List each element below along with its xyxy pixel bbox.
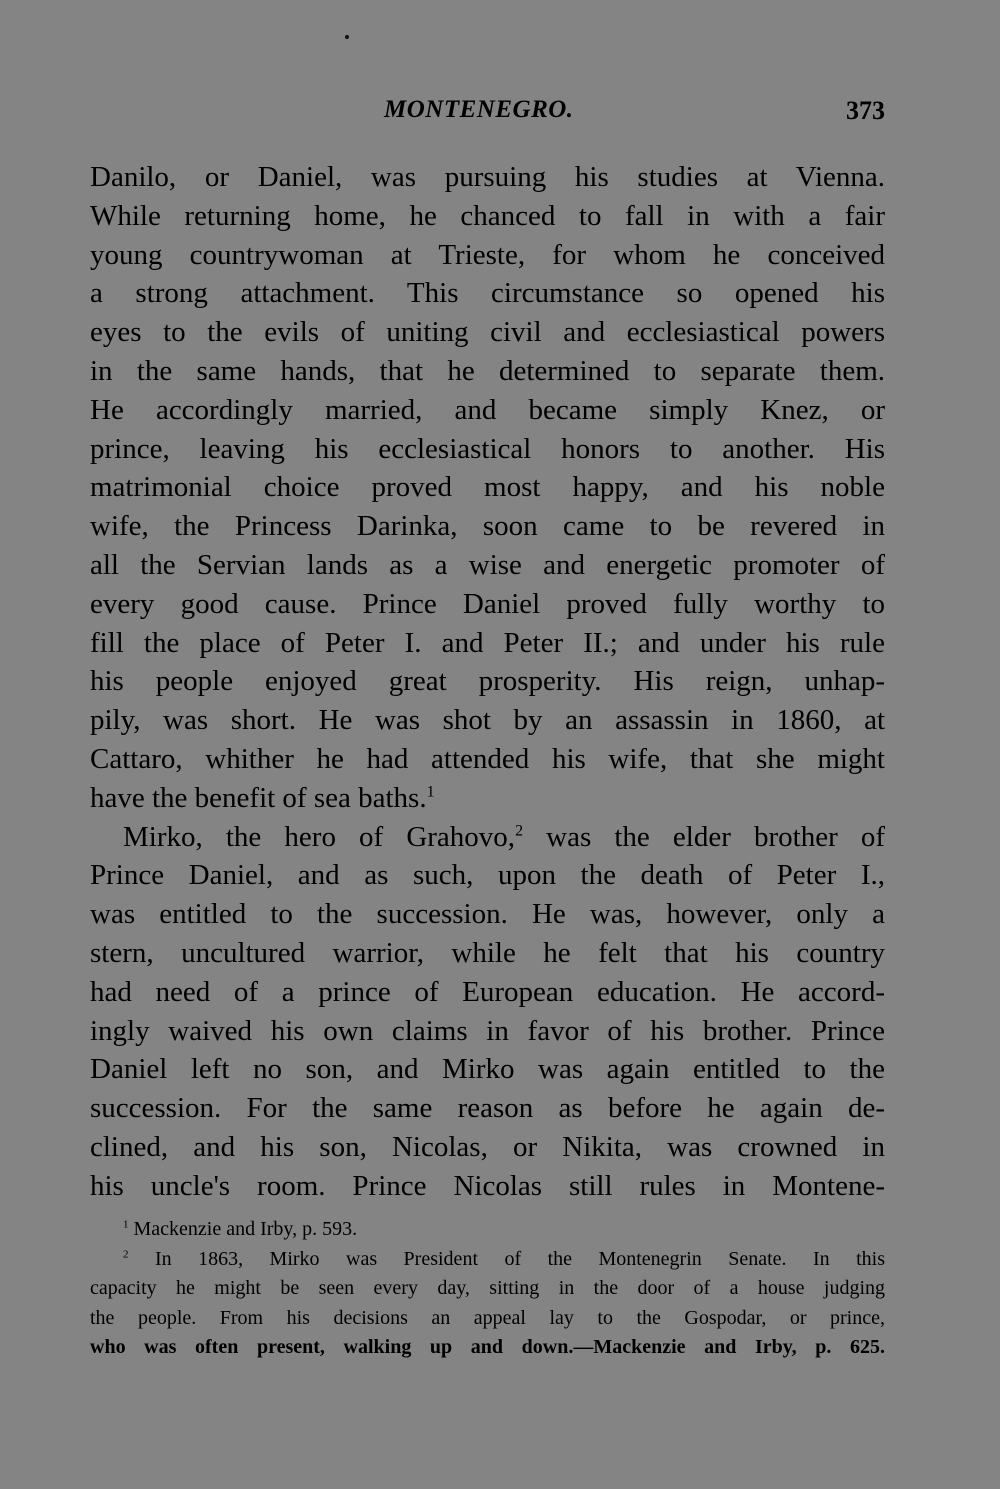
- text-line: eyes to the evils of uniting civil and ecclesiastical powers: [90, 316, 885, 349]
- text-line: succession. For the same reason as before he again de-: [90, 1092, 885, 1125]
- running-title: MONTENEGRO.: [384, 96, 574, 123]
- text-line: every good cause. Prince Daniel proved fully worthy to: [90, 587, 885, 620]
- text-line: Daniel left no son, and Mirko was again entitled to the: [90, 1053, 885, 1086]
- text-line: fill the place of Peter I. and Peter II.; and under his rule: [90, 626, 885, 659]
- text-line: matrimonial choice proved most happy, and his noble: [90, 471, 885, 504]
- paragraph-start-line: [90, 818, 885, 857]
- footnote-ref-2: 2: [515, 821, 524, 839]
- text-line: ingly waived his own claims in favor of his brother. Prince: [90, 1014, 885, 1047]
- text-line: prince, leaving his ecclesiastical honors to another. His: [90, 432, 885, 465]
- footnote-line: capacity he might be seen every day, sitting in the door of a house judging: [90, 1277, 885, 1299]
- text-line: his uncle's room. Prince Nicolas still rules in Montene-: [90, 1169, 885, 1202]
- text-line: all the Servian lands as a wise and energetic promoter of: [90, 548, 885, 581]
- running-head: [90, 92, 885, 132]
- footnote-line: the people. From his decisions an appeal lay to the Gospodar, or prince,: [90, 1306, 885, 1329]
- text-line: young countrywoman at Trieste, for whom he conceived: [90, 238, 885, 271]
- text-line: his people enjoyed great prosperity. His reign, unhap-: [90, 665, 885, 698]
- footnote-line: who was often present, walking up and down.—Mackenzie and Irby, p. 625.: [90, 1336, 885, 1358]
- paragraph-end-line: [90, 779, 885, 818]
- text-line: Prince Daniel, and as such, upon the death of Peter I.,: [90, 859, 885, 892]
- footnote-text: In 1863, Mirko was President of the Montenegrin Senate. In this: [154, 1247, 886, 1270]
- footnote-2: [90, 1245, 885, 1275]
- text-line-content: was the elder brother of: [523, 820, 885, 853]
- text-line-content: have the benefit of sea baths.: [90, 781, 427, 814]
- text-line: He accordingly married, and became simply Knez, or: [90, 393, 885, 426]
- text-line: was entitled to the succession. He was, however, only a: [90, 898, 885, 931]
- page-number: 373: [846, 96, 885, 125]
- text-line: stern, uncultured warrior, while he felt that his country: [90, 936, 885, 969]
- text-line-content: Mirko, the hero of Grahovo,: [123, 820, 516, 853]
- print-speck: [345, 35, 349, 39]
- text-line: in the same hands, that he determined to separate them.: [90, 354, 885, 387]
- footnote-mark-2: 2: [123, 1247, 129, 1260]
- text-line: a strong attachment. This circumstance so opened his: [90, 277, 885, 310]
- text-line: clined, and his son, Nicolas, or Nikita, was crowned in: [90, 1130, 885, 1163]
- text-line: wife, the Princess Darinka, soon came to be revered in: [90, 510, 885, 543]
- body-text: [90, 158, 885, 1206]
- text-line: Danilo, or Daniel, was pursuing his studies at Vienna.: [90, 161, 885, 193]
- text-line: pily, was short. He was shot by an assassin in 1860, at: [90, 704, 885, 737]
- footnote-1: [90, 1215, 885, 1245]
- text-line: Cattaro, whither he had attended his wife, that she might: [90, 742, 885, 775]
- footnote-ref-1: 1: [426, 783, 435, 801]
- footnote-text: Mackenzie and Irby, p. 593.: [133, 1218, 358, 1240]
- text-line: had need of a prince of European education. He accord-: [90, 975, 885, 1008]
- footnotes: [90, 1215, 885, 1363]
- text-line: While returning home, he chanced to fall in with a fair: [90, 199, 885, 232]
- footnote-mark-1: 1: [123, 1218, 129, 1231]
